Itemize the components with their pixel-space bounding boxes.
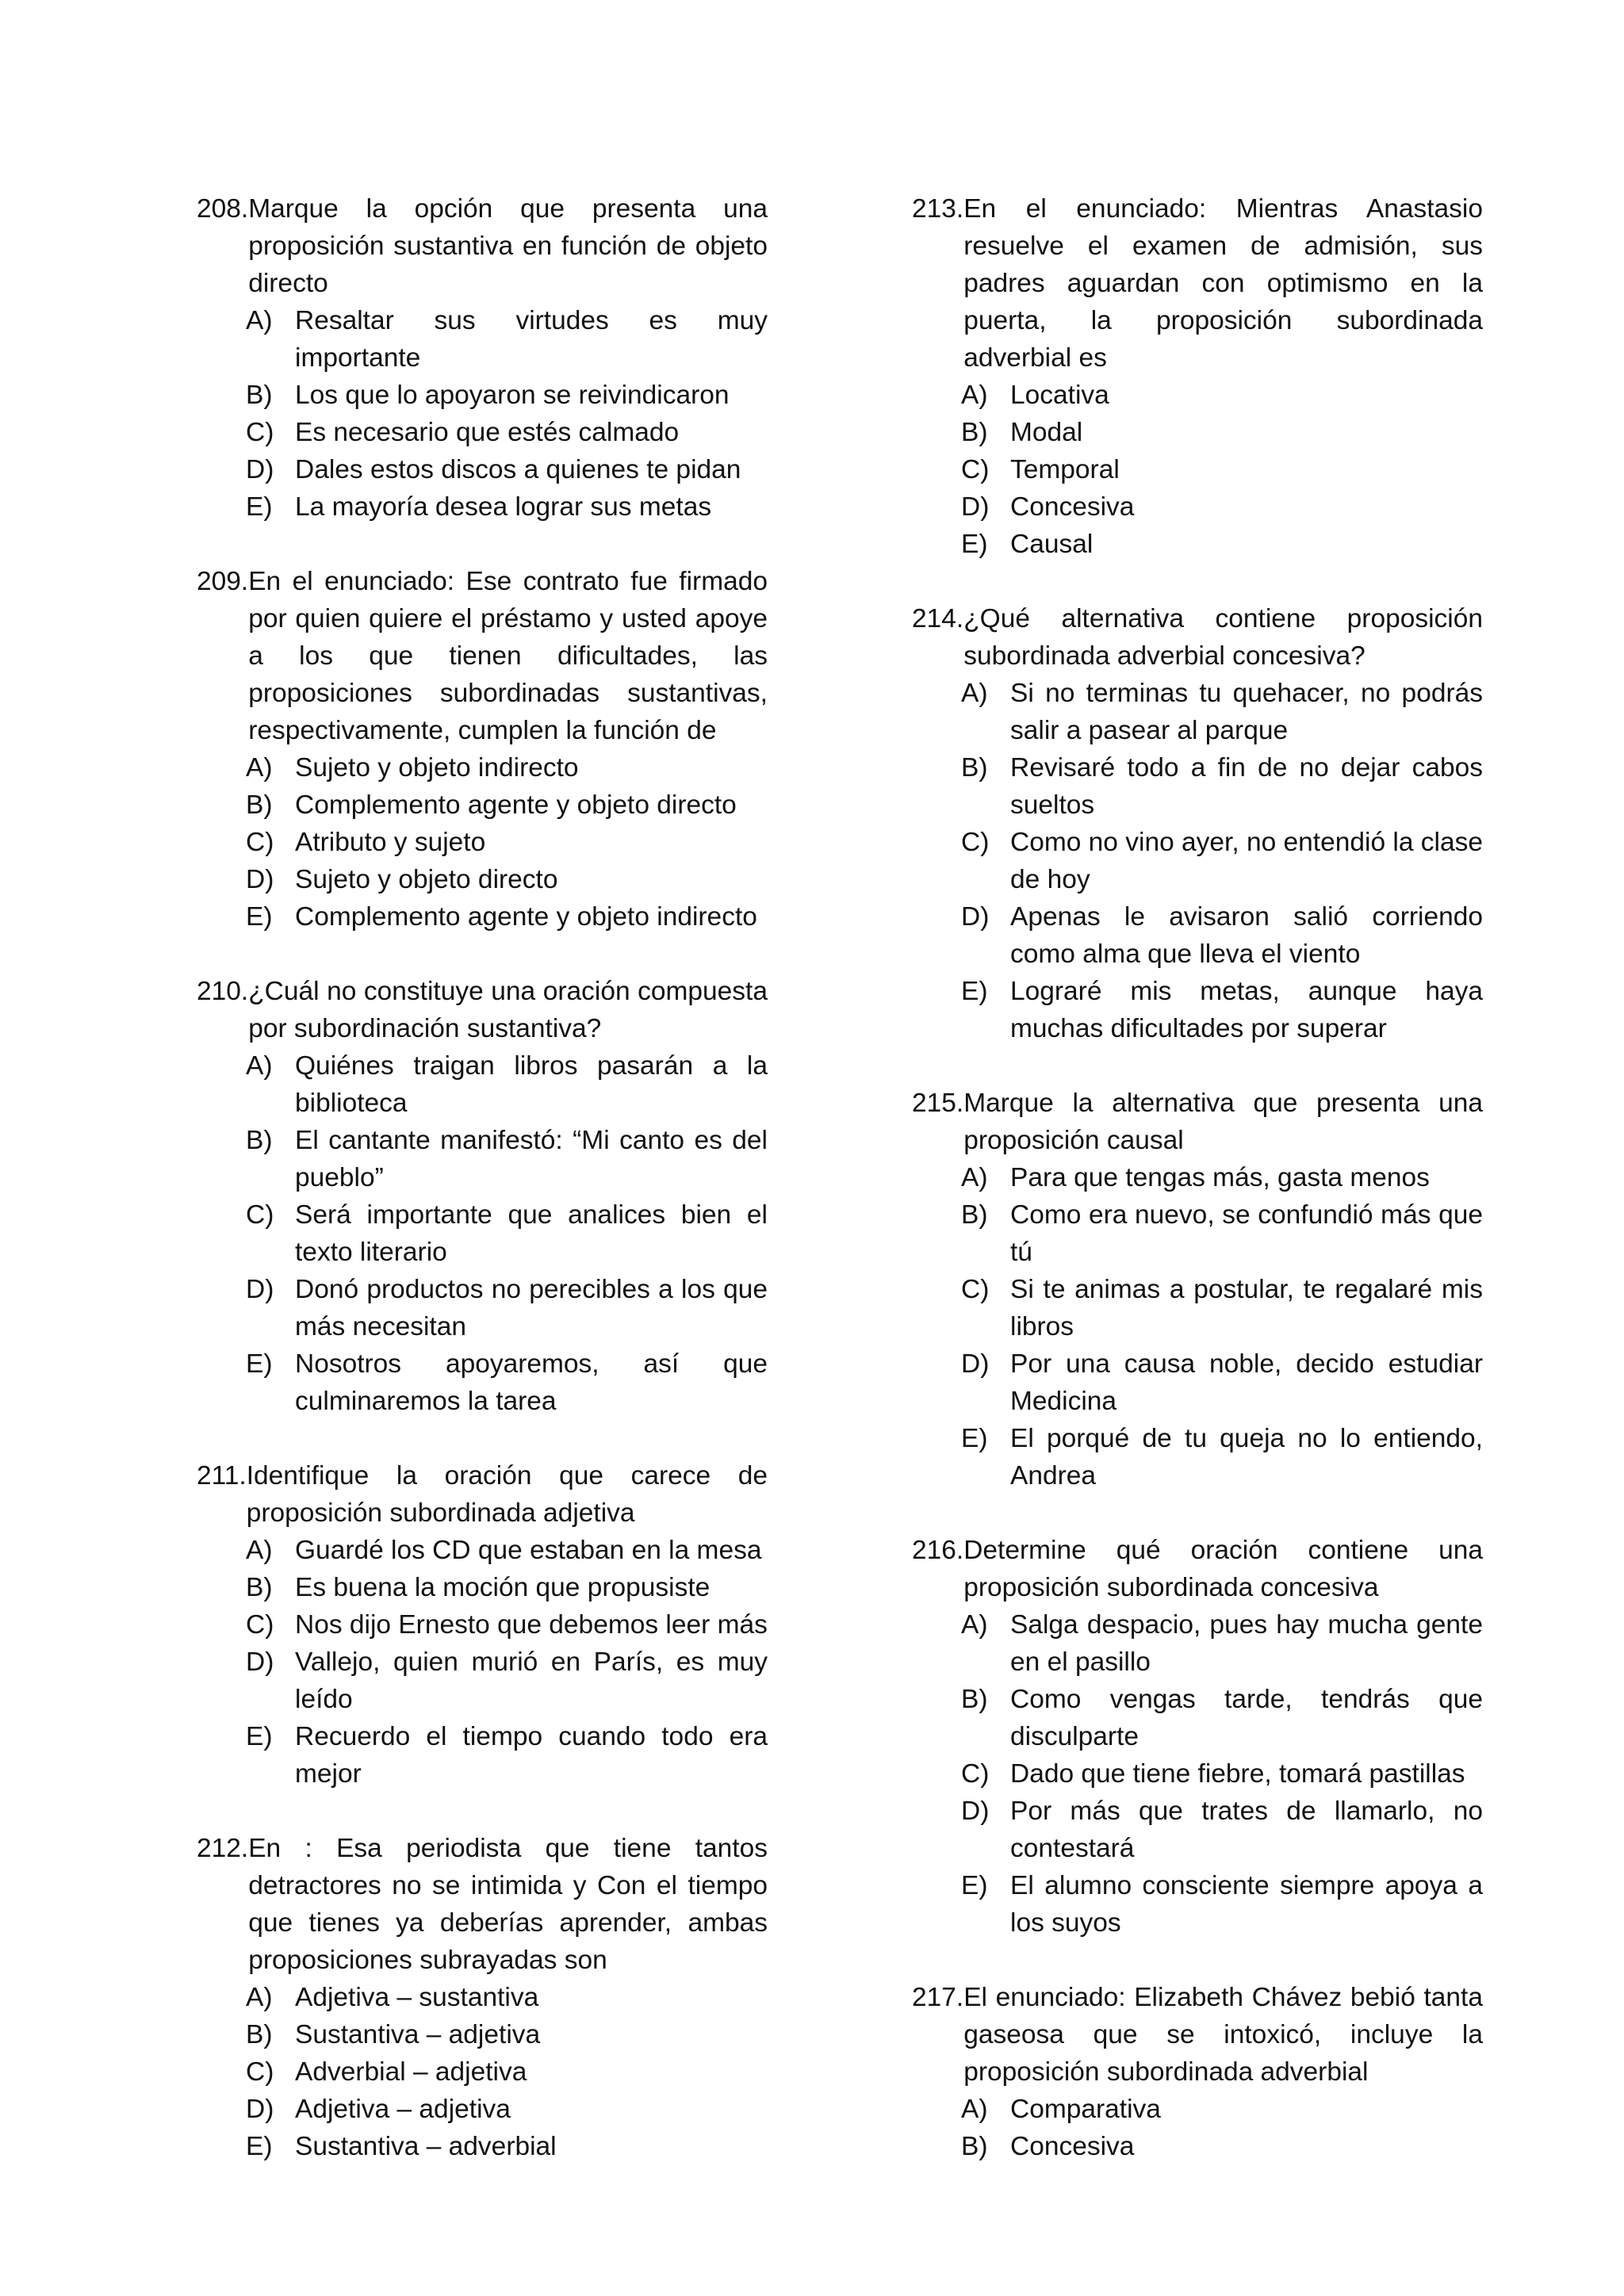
question-number: 208. (197, 194, 249, 224)
answer-option (197, 786, 768, 824)
option-text: Complemento agente y objeto indirecto (295, 902, 757, 932)
question-item (912, 1532, 1483, 1942)
question-header (197, 190, 768, 302)
answer-option (912, 1793, 1483, 1867)
answer-options (912, 2091, 1483, 2165)
question-stem: Marque la opción que presenta una proposición sustantiva en función de objeto directo (248, 194, 768, 298)
question-stem: Identifique la oración que carece de proposición subordinada adjetiva (246, 1461, 768, 1528)
option-text: Como vengas tarde, tendrás que disculparte (1010, 1685, 1483, 1751)
answer-option (197, 377, 768, 414)
answer-option (912, 2091, 1483, 2128)
option-text: Quiénes traigan libros pasarán a la biblioteca (295, 1051, 768, 1118)
option-text: Revisaré todo a fin de no dejar cabos sueltos (1010, 753, 1483, 820)
answer-option (197, 824, 768, 861)
option-text: Atributo y sujeto (295, 828, 486, 857)
option-letter: E) (961, 1871, 988, 1900)
answer-options (197, 1979, 768, 2165)
question-header (197, 1830, 768, 1979)
answer-option (197, 451, 768, 488)
question-stem: ¿Cuál no constituye una oración compuesta por subordinación sustantiva? (248, 977, 768, 1043)
option-text: Adjetiva – adjetiva (295, 2095, 511, 2124)
question-item (912, 190, 1483, 563)
question-number: 216. (912, 1536, 964, 1565)
option-text: Por más que trates de llamarlo, no contestará (1010, 1797, 1483, 1863)
question-number: 212. (197, 1834, 249, 1863)
answer-option (197, 1047, 768, 1122)
question-header (912, 600, 1483, 675)
option-letter: A) (246, 1536, 273, 1565)
option-letter: A) (961, 1163, 988, 1192)
option-text: Causal (1010, 530, 1094, 559)
question-stem: Determine qué oración contiene una proposición subordinada concesiva (963, 1536, 1483, 1602)
option-text: Nosotros apoyaremos, así que culminaremos la tarea (295, 1349, 768, 1416)
question-number: 213. (912, 194, 964, 224)
answer-option (197, 1718, 768, 1793)
option-text: Si no terminas tu quehacer, no podrás salir a pasear al parque (1010, 679, 1483, 745)
answer-option (197, 2128, 768, 2165)
left-column (197, 190, 768, 2202)
answer-option (197, 1196, 768, 1271)
option-text: Sujeto y objeto directo (295, 865, 558, 894)
answer-option (912, 973, 1483, 1047)
answer-option (197, 1606, 768, 1644)
question-header (912, 1085, 1483, 1159)
answer-option (912, 414, 1483, 451)
answer-option (912, 1345, 1483, 1420)
option-text: Salga despacio, pues hay mucha gente en el pasillo (1010, 1610, 1483, 1677)
option-letter: E) (246, 902, 273, 932)
option-letter: A) (961, 381, 988, 410)
option-text: Complemento agente y objeto directo (295, 790, 737, 820)
answer-option (912, 898, 1483, 973)
option-text: Dales estos discos a quienes te pidan (295, 455, 741, 484)
option-letter: D) (246, 1275, 274, 1304)
option-letter: C) (961, 1275, 990, 1304)
answer-option (912, 1606, 1483, 1681)
option-letter: E) (246, 2132, 273, 2161)
answer-option (197, 1345, 768, 1420)
answer-option (197, 1569, 768, 1606)
option-text: Concesiva (1010, 2132, 1135, 2161)
question-item (197, 190, 768, 526)
answer-options (197, 749, 768, 936)
answer-options (912, 1159, 1483, 1494)
option-letter: A) (246, 1983, 273, 2012)
option-text: Por una causa noble, decido estudiar Medicina (1010, 1349, 1483, 1416)
option-letter: C) (246, 1610, 274, 1640)
option-text: Adjetiva – sustantiva (295, 1983, 539, 2012)
question-number: 209. (197, 567, 249, 596)
question-item (197, 563, 768, 936)
question-item (197, 1457, 768, 1793)
answer-option (912, 2128, 1483, 2165)
option-letter: C) (961, 828, 990, 857)
option-text: Donó productos no perecibles a los que más necesitan (295, 1275, 768, 1341)
answer-option (912, 1271, 1483, 1345)
option-letter: A) (961, 1610, 988, 1640)
option-text: Adverbial – adjetiva (295, 2057, 527, 2087)
answer-option (912, 675, 1483, 749)
option-letter: E) (246, 1722, 273, 1751)
option-text: Vallejo, quien murió en París, es muy leído (295, 1647, 768, 1714)
answer-option (912, 1755, 1483, 1793)
question-item (197, 973, 768, 1420)
answer-option (912, 377, 1483, 414)
option-letter: D) (961, 1797, 990, 1826)
option-text: La mayoría desea lograr sus metas (295, 492, 712, 522)
answer-option (197, 898, 768, 936)
option-text: Comparativa (1010, 2095, 1161, 2124)
answer-option (912, 824, 1483, 898)
answer-options (197, 1532, 768, 1793)
question-number: 211. (197, 1461, 247, 1490)
option-letter: C) (246, 1200, 274, 1230)
answer-option (912, 749, 1483, 824)
option-letter: E) (961, 530, 988, 559)
option-text: Guardé los CD que estaban en la mesa (295, 1536, 762, 1565)
option-letter: C) (246, 418, 274, 447)
option-text: Sujeto y objeto indirecto (295, 753, 579, 783)
option-text: Sustantiva – adjetiva (295, 2020, 541, 2049)
answer-option (912, 1159, 1483, 1196)
question-item (912, 1979, 1483, 2165)
option-letter: B) (961, 753, 988, 783)
option-letter: D) (961, 492, 990, 522)
option-letter: D) (246, 2095, 274, 2124)
option-text: Lograré mis metas, aunque haya muchas dificultades por superar (1010, 977, 1483, 1043)
option-letter: D) (246, 1647, 274, 1677)
option-text: Es necesario que estés calmado (295, 418, 680, 447)
answer-option (197, 861, 768, 898)
option-letter: B) (246, 790, 273, 820)
answer-option (912, 1681, 1483, 1755)
option-text: Locativa (1010, 381, 1109, 410)
option-text: El alumno consciente siempre apoya a los suyos (1010, 1871, 1483, 1938)
option-text: Resaltar sus virtudes es muy importante (295, 306, 768, 373)
answer-option (197, 1122, 768, 1196)
question-header (912, 1532, 1483, 1606)
question-stem: Marque la alternativa que presenta una proposición causal (963, 1089, 1483, 1155)
option-letter: A) (246, 1051, 273, 1081)
option-text: El cantante manifestó: “Mi canto es del pueblo” (295, 1126, 768, 1192)
question-stem: En el enunciado: Mientras Anastasio resuelve el examen de admisión, sus padres aguardan con optimismo en la puerta, la proposición subordinada adverbial es (963, 194, 1483, 373)
answer-options (912, 1606, 1483, 1942)
option-text: Dado que tiene fiebre, tomará pastillas (1010, 1759, 1465, 1789)
option-text: Nos dijo Ernesto que debemos leer más (295, 1610, 768, 1640)
answer-option (197, 414, 768, 451)
option-letter: E) (961, 1424, 988, 1453)
answer-option (912, 1196, 1483, 1271)
option-letter: B) (246, 381, 273, 410)
option-letter: B) (961, 418, 988, 447)
option-text: Los que lo apoyaron se reivindicaron (295, 381, 730, 410)
option-text: Como no vino ayer, no entendió la clase de hoy (1010, 828, 1483, 894)
option-letter: C) (961, 1759, 990, 1789)
option-letter: E) (246, 492, 273, 522)
answer-option (197, 2091, 768, 2128)
question-header (197, 1457, 768, 1532)
option-letter: D) (961, 1349, 990, 1379)
option-letter: C) (246, 828, 274, 857)
option-letter: E) (246, 1349, 273, 1379)
answer-option (197, 1644, 768, 1718)
question-item (197, 1830, 768, 2165)
question-number: 214. (912, 604, 964, 633)
question-item (912, 1085, 1483, 1494)
option-text: El porqué de tu queja no lo entiendo, Andrea (1010, 1424, 1483, 1490)
option-letter: A) (246, 306, 273, 335)
option-letter: B) (961, 1685, 988, 1714)
option-text: Concesiva (1010, 492, 1135, 522)
answer-option (197, 749, 768, 786)
answer-options (912, 377, 1483, 563)
question-number: 217. (912, 1983, 964, 2012)
answer-option (197, 1532, 768, 1569)
option-text: Sustantiva – adverbial (295, 2132, 557, 2161)
option-text: Recuerdo el tiempo cuando todo era mejor (295, 1722, 768, 1789)
option-letter: B) (961, 1200, 988, 1230)
option-letter: A) (961, 679, 988, 708)
option-text: Es buena la moción que propusiste (295, 1573, 710, 1602)
answer-option (197, 1271, 768, 1345)
answer-option (912, 488, 1483, 526)
option-text: Apenas le avisaron salió corriendo como alma que lleva el viento (1010, 902, 1483, 969)
question-stem: El enunciado: Elizabeth Chávez bebió tanta gaseosa que se intoxicó, incluye la proposición subordinada adverbial (963, 1983, 1483, 2087)
option-letter: B) (961, 2132, 988, 2161)
question-item (912, 600, 1483, 1047)
answer-option (197, 2016, 768, 2053)
option-letter: B) (246, 1126, 273, 1155)
answer-options (197, 1047, 768, 1420)
option-letter: C) (961, 455, 990, 484)
option-letter: C) (246, 2057, 274, 2087)
question-stem: En el enunciado: Ese contrato fue firmado por quien quiere el préstamo y usted apoye a los que tienen dificultades, las proposiciones subordinadas sustantivas, respectivamente, cumplen la función de (248, 567, 768, 745)
question-header (197, 973, 768, 1047)
answer-option (197, 1979, 768, 2016)
question-header (912, 1979, 1483, 2091)
question-stem: En : Esa periodista que tiene tantos detractores no se intimida y Con el tiempo que tienes ya deberías aprender, ambas proposiciones subrayadas son (248, 1834, 768, 1975)
option-text: Para que tengas más, gasta menos (1010, 1163, 1430, 1192)
answer-options (197, 302, 768, 526)
option-letter: D) (961, 902, 990, 932)
answer-options (912, 675, 1483, 1047)
answer-option (912, 526, 1483, 563)
option-text: Modal (1010, 418, 1083, 447)
question-header (197, 563, 768, 749)
option-letter: A) (246, 753, 273, 783)
option-letter: B) (246, 1573, 273, 1602)
answer-option (912, 451, 1483, 488)
answer-option (197, 2053, 768, 2091)
answer-option (912, 1867, 1483, 1942)
option-letter: E) (961, 977, 988, 1006)
question-stem: ¿Qué alternativa contiene proposición subordinada adverbial concesiva? (963, 604, 1483, 671)
answer-option (912, 1420, 1483, 1494)
option-text: Será importante que analices bien el texto literario (295, 1200, 768, 1267)
option-letter: B) (246, 2020, 273, 2049)
option-letter: A) (961, 2095, 988, 2124)
answer-option (197, 488, 768, 526)
question-header (912, 190, 1483, 377)
option-letter: D) (246, 865, 274, 894)
option-letter: D) (246, 455, 274, 484)
right-column (912, 190, 1483, 2202)
answer-option (197, 302, 768, 377)
option-text: Temporal (1010, 455, 1120, 484)
option-text: Como era nuevo, se confundió más que tú (1010, 1200, 1483, 1267)
question-number: 210. (197, 977, 249, 1006)
option-text: Si te animas a postular, te regalaré mis libros (1010, 1275, 1483, 1341)
question-number: 215. (912, 1089, 964, 1118)
